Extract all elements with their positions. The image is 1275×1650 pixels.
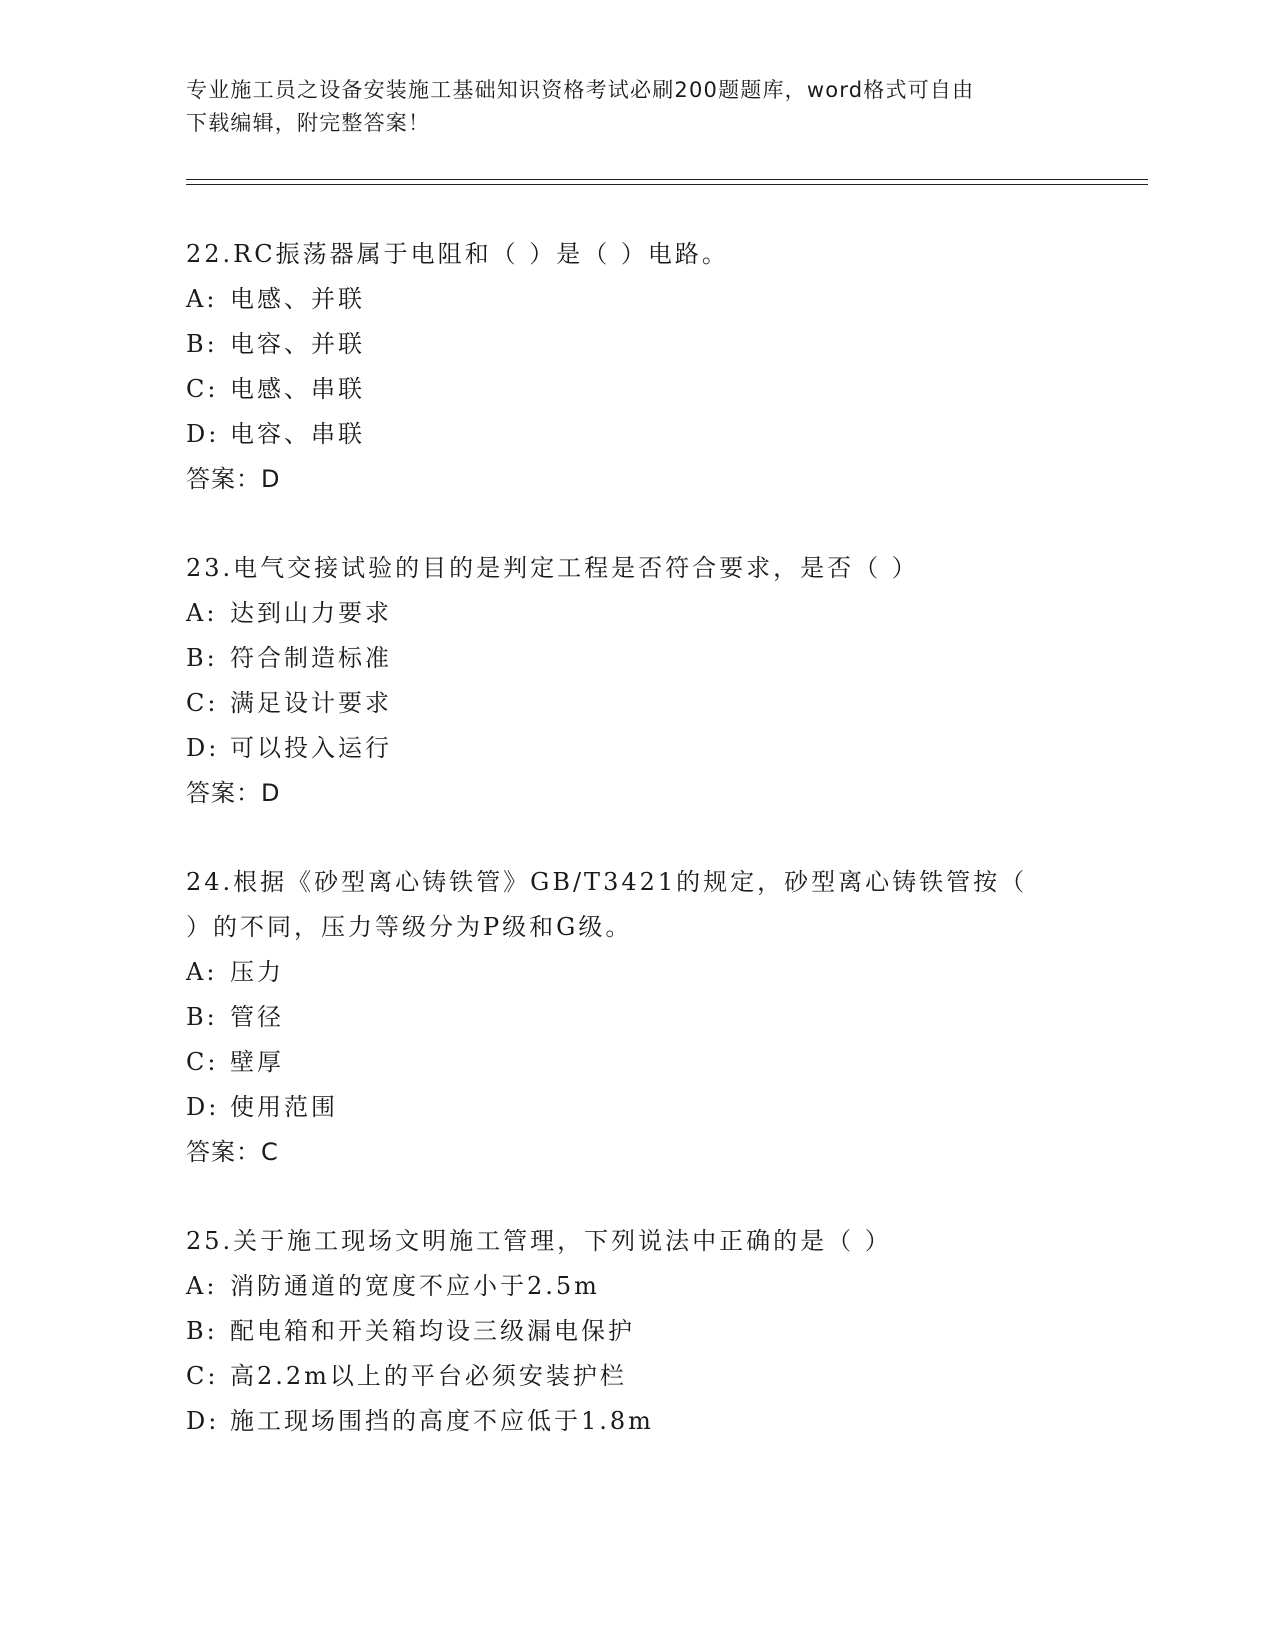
option-text: 压力 <box>230 958 284 986</box>
option-text: 符合制造标准 <box>230 644 392 672</box>
option-b <box>186 1309 1086 1354</box>
option-c <box>186 681 1086 726</box>
header-line-2: 下载编辑，附完整答案！ <box>186 111 431 135</box>
option-letter: B: <box>186 330 218 358</box>
option-c <box>186 367 1086 412</box>
option-letter: A: <box>186 1272 218 1300</box>
option-d <box>186 412 1086 457</box>
option-d <box>186 726 1086 771</box>
option-letter: B: <box>186 644 218 672</box>
option-text: 消防通道的宽度不应小于2.5m <box>230 1272 600 1300</box>
option-a <box>186 950 1086 995</box>
question-list <box>186 232 1086 1488</box>
option-text: 配电箱和开关箱均设三级漏电保护 <box>230 1317 635 1345</box>
option-letter: D: <box>186 420 220 448</box>
option-a <box>186 591 1086 636</box>
header-divider-bottom <box>186 184 1148 185</box>
question-22 <box>186 232 1086 502</box>
option-letter: D: <box>186 1093 220 1121</box>
option-d <box>186 1399 1086 1444</box>
option-a <box>186 277 1086 322</box>
question-stem: 22.RC振荡器属于电阻和（ ）是（ ）电路。 <box>186 240 729 268</box>
option-letter: C: <box>186 1048 219 1076</box>
option-letter: C: <box>186 1362 219 1390</box>
option-letter: A: <box>186 958 218 986</box>
option-text: 满足设计要求 <box>230 689 392 717</box>
option-letter: C: <box>186 375 219 403</box>
option-c <box>186 1040 1086 1085</box>
option-text: 达到山力要求 <box>230 599 392 627</box>
option-b <box>186 322 1086 367</box>
question-25 <box>186 1219 1086 1444</box>
header-line-1: 专业施工员之设备安装施工基础知识资格考试必刷200题题库，word格式可自由 <box>186 78 975 102</box>
answer-line: 答案：D <box>186 465 281 493</box>
option-text: 电感、串联 <box>230 375 365 403</box>
option-text: 可以投入运行 <box>230 734 392 762</box>
document-header <box>186 74 1086 140</box>
option-text: 管径 <box>230 1003 284 1031</box>
question-stem: 25.关于施工现场文明施工管理，下列说法中正确的是（ ） <box>186 1227 892 1255</box>
option-text: 壁厚 <box>230 1048 284 1076</box>
option-text: 施工现场围挡的高度不应低于1.8m <box>230 1407 654 1435</box>
option-letter: B: <box>186 1003 218 1031</box>
option-letter: D: <box>186 734 220 762</box>
question-23 <box>186 546 1086 816</box>
option-text: 使用范围 <box>230 1093 338 1121</box>
question-stem: 23.电气交接试验的目的是判定工程是否符合要求，是否（ ） <box>186 554 919 582</box>
option-text: 电容、并联 <box>230 330 365 358</box>
option-d <box>186 1085 1086 1130</box>
option-b <box>186 995 1086 1040</box>
option-letter: C: <box>186 689 219 717</box>
header-divider-top <box>186 179 1148 180</box>
question-24 <box>186 860 1086 1175</box>
option-letter: A: <box>186 599 218 627</box>
option-letter: D: <box>186 1407 220 1435</box>
option-letter: A: <box>186 285 218 313</box>
option-letter: B: <box>186 1317 218 1345</box>
question-stem-line-2: ）的不同，压力等级分为P级和G级。 <box>186 913 633 941</box>
option-a <box>186 1264 1086 1309</box>
question-stem-line-1: 24.根据《砂型离心铸铁管》GB/T3421的规定，砂型离心铸铁管按（ <box>186 868 1028 896</box>
answer-line: 答案：C <box>186 1138 279 1166</box>
option-text: 电容、串联 <box>230 420 365 448</box>
option-c <box>186 1354 1086 1399</box>
answer-line: 答案：D <box>186 779 281 807</box>
option-text: 高2.2m以上的平台必须安装护栏 <box>230 1362 627 1390</box>
option-text: 电感、并联 <box>230 285 365 313</box>
option-b <box>186 636 1086 681</box>
